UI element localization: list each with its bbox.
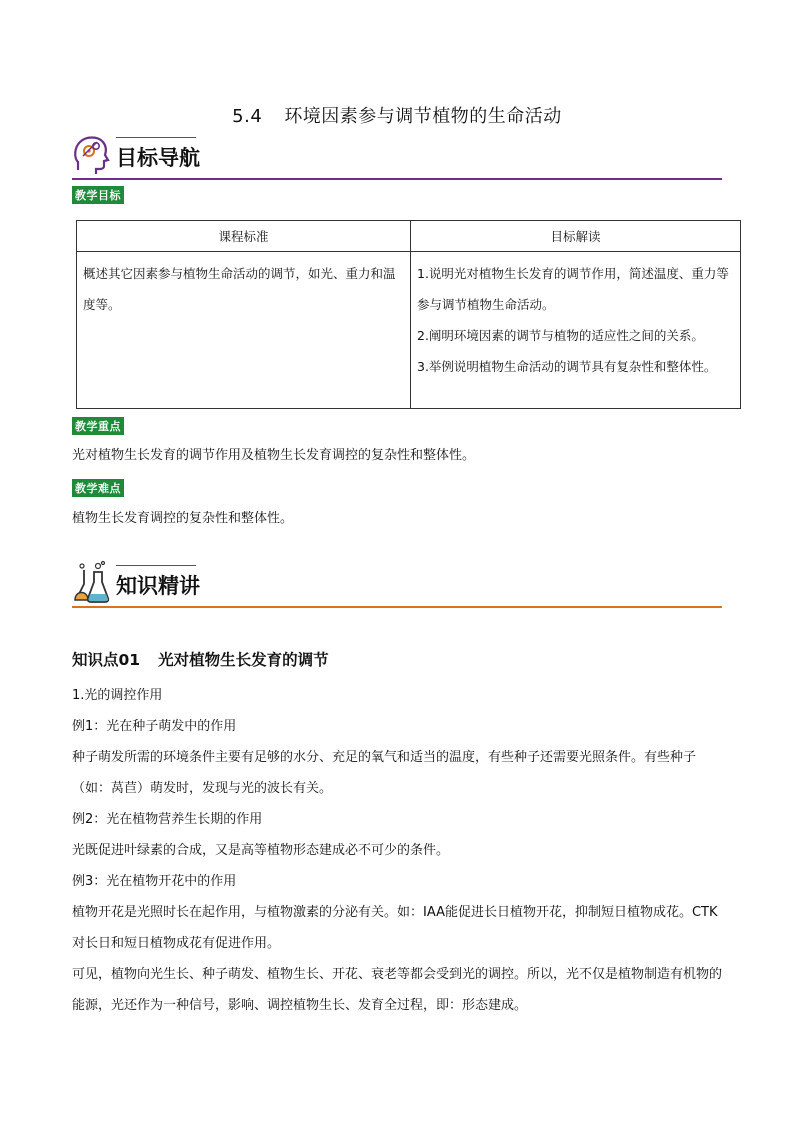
section-header-knowledge	[72, 560, 722, 608]
section-rule	[72, 606, 722, 608]
header-overline	[116, 137, 196, 138]
difficulties-text: 植物生长发育调控的复杂性和整体性。	[72, 511, 294, 526]
header-goal-interpretation: 目标解读	[411, 221, 741, 252]
section-label: 目标导航	[116, 146, 200, 170]
body-line: 光既促进叶绿素的合成，又是高等植物形态建成必不可少的条件。	[72, 843, 450, 858]
tag-teaching-goals: 教学目标	[72, 186, 124, 204]
knowledge-point-number: 知识点01	[72, 651, 141, 669]
body-line: 植物开花是光照时长在起作用，与植物激素的分泌有关。如：IAA能促进长日植物开花，抑制短日植物成花。CTK对长日和短日植物成花有促进作用。	[72, 905, 718, 951]
header-overline	[116, 565, 196, 566]
body-line: 例3：光在植物开花中的作用	[72, 874, 237, 889]
section-label: 知识精讲	[116, 574, 200, 598]
section-number: 5.4	[232, 106, 263, 127]
knowledge-body	[72, 680, 724, 1021]
table-row	[77, 252, 741, 409]
knowledge-point-title: 光对植物生长发育的调节	[158, 651, 329, 669]
key-points-text: 光对植物生长发育的调节作用及植物生长发育调控的复杂性和整体性。	[72, 448, 476, 463]
body-line: 例2：光在植物营养生长期的作用	[72, 812, 263, 827]
header-curriculum-standard: 课程标准	[77, 221, 411, 252]
cell-interpretation	[411, 252, 741, 409]
goals-table	[76, 220, 741, 409]
interpretation-item: 2.阐明环境因素的调节与植物的适应性之间的关系。	[417, 328, 704, 343]
lab-flask-icon	[72, 560, 112, 604]
section-header-nav	[72, 132, 722, 180]
section-title: 环境因素参与调节植物的生命活动	[284, 106, 562, 127]
body-line: 1.光的调控作用	[72, 688, 163, 703]
interpretation-item: 3.举例说明植物生命活动的调节具有复杂性和整体性。	[417, 359, 717, 374]
tag-key-points: 教学重点	[72, 417, 124, 435]
standard-text: 概述其它因素参与植物生命活动的调节，如光、重力和温度等。	[83, 266, 396, 312]
tag-difficulties: 教学难点	[72, 479, 124, 497]
section-rule	[72, 178, 722, 180]
cell-standard	[77, 252, 411, 409]
brain-gears-icon	[72, 132, 112, 176]
body-line: 种子萌发所需的环境条件主要有足够的水分、充足的氧气和适当的温度，有些种子还需要光照条件。有些种子（如：莴苣）萌发时，发现与光的波长有关。	[72, 750, 697, 796]
interpretation-item: 1.说明光对植物生长发育的调节作用，简述温度、重力等参与调节植物生命活动。	[417, 266, 729, 312]
body-line: 例1：光在种子萌发中的作用	[72, 719, 237, 734]
page-title	[0, 102, 794, 128]
knowledge-point-heading	[72, 648, 329, 670]
body-line: 可见，植物向光生长、种子萌发、植物生长、开花、衰老等都会受到光的调控。所以，光不仅是植物制造有机物的能源，光还作为一种信号，影响、调控植物生长、发育全过程，即：形态建成。	[72, 967, 723, 1013]
table-header-row	[77, 221, 741, 252]
